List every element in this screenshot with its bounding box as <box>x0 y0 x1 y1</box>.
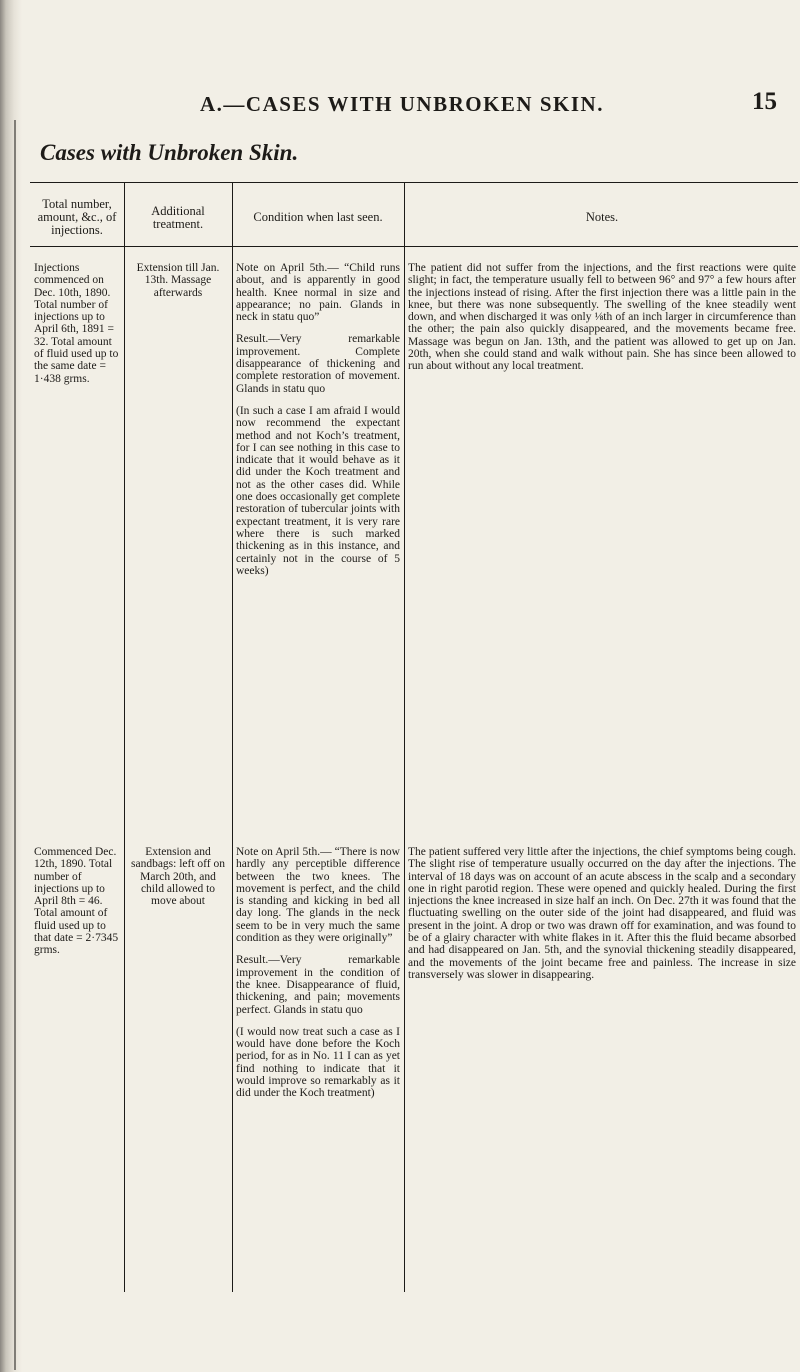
page-gutter <box>0 0 22 1372</box>
header-condition: Condition when last seen. <box>253 210 383 224</box>
row1-condition-comment: (In such a case I am afraid I would now recommend the expectant method and not Koch’s treatment, for I can see nothing in this case to indicate that it would behave as it did under the Koch treatment and not as the other cases did. While one does occasionally get complete restoration of tubercular joints with expectant treatment, it is very rare where there is such marked thickening as in this instance, and certainly not in the course of 5 weeks) <box>236 404 400 577</box>
header-additional-treatment: Additional treatment. <box>151 204 205 231</box>
row1-treatment: Extension till Jan. 13th. Massage afterwards <box>136 262 220 299</box>
column-divider-2 <box>232 182 233 1292</box>
row2-condition <box>236 846 400 1286</box>
row2-injections: Commenced Dec. 12th, 1890. Total number of injections up to April 8th = 46. Total amount of fluid used up to that date = 2·7345 grms. <box>34 846 119 957</box>
header-notes: Notes. <box>585 210 619 224</box>
row1-notes: The patient did not suffer from the injections, and the first reactions were quite slight; in fact, the temperature usually fell to between 96° and 97° a few hours after the injections instead of rising. After the first injection there was a little pain in the knee, but there was none subsequently. The swelling of the knee steadily went down, and when discharged it was only ⅛th of an inch larger in circumference than the other; the pain also quickly disappeared, and the movements became free. Massage was begun on Jan. 13th, and the patient was allowed to get up on Jan. 20th, when she could stand and walk without pain. She has since been allowed to run about without any local treatment. <box>408 262 796 373</box>
page-number: 15 <box>752 88 777 115</box>
row2-condition-result: Result.—Very remarkable improvement in the condition of the knee. Disappearance of fluid, thickening, and pain; movements perfect. Glands in statu quo <box>236 954 400 1016</box>
column-divider-3 <box>404 182 405 1292</box>
section-title: Cases with Unbroken Skin. <box>40 140 299 165</box>
row2-treatment: Extension and sandbags: left off on March 20th, and child allowed to move about <box>130 846 225 908</box>
running-head: A.—CASES WITH UNBROKEN SKIN. <box>200 92 604 116</box>
row2-condition-comment: (I would now treat such a case as I would have done before the Koch period, for as in No. 11 I can as yet find nothing to indicate that it would improve so remarkably as it did under the Koch treatment) <box>236 1025 400 1100</box>
row1-condition-note: Note on April 5th.— “Child runs about, and is apparently in good health. Knee normal in size and appearance; no pain. Glands in neck in statu quo” <box>236 262 400 324</box>
column-divider-1 <box>124 182 125 1292</box>
row1-condition <box>236 262 400 804</box>
row2-condition-note: Note on April 5th.— “There is now hardly any perceptible difference between the two knees. The movement is perfect, and the child is standing and kicking in bed all day long. The glands in the neck seem to be in very much the same condition as they were originally” <box>236 846 400 945</box>
row1-injections: Injections commenced on Dec. 10th, 1890. Total number of injections up to April 6th, 1891 = 32. Total amount of fluid used up to the same date = 1·438 grms. <box>34 262 119 385</box>
header-injections: Total number, amount, &c., of injections. <box>37 197 117 237</box>
header-bottom-rule <box>30 246 798 247</box>
gutter-edge-line <box>14 120 16 1370</box>
table-top-rule <box>30 182 798 183</box>
row1-condition-result: Result.—Very remarkable improvement. Complete disappearance of thickening and complete restoration of movement. Glands in statu quo <box>236 333 400 395</box>
row2-notes: The patient suffered very little after the injections, the chief symptoms being cough. The slight rise of temperature usually occurred on the day after the injections. The interval of 18 days was on account of an acute abscess in the scalp and a secondary one in right parotid region. These were opened and quickly healed. During the first injections the knee increased in size half an inch. On Dec. 27th it was found that the fluctuating swelling on the outer side of the joint had disappeared, and fluid was present in the joint. A drop or two was drawn off for examination, and was found to be of a glairy character with white flakes in it. After this the fluid became absorbed and had disappeared on Jan. 5th, and the synovial thickening steadily disappeared, and the movements of the joint became free and painless. The increase in size transversely was slower in disappearing. <box>408 846 796 981</box>
